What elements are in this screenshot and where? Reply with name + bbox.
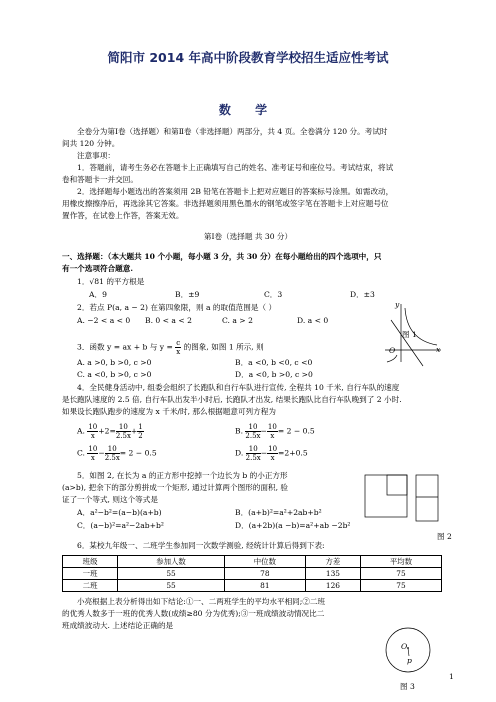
q3-frac-den: x — [176, 348, 181, 356]
q5-option-a: A．a²−b²=(a−b)(a+b) — [77, 508, 162, 517]
q4-option-d — [235, 445, 308, 462]
table-cell: 78 — [224, 568, 305, 580]
q4-option-b — [235, 423, 315, 440]
q4-b-frac-1 — [245, 423, 260, 440]
q4-a-op: +2= — [98, 426, 116, 436]
q4-a-plus: + — [130, 426, 138, 436]
intro-line-2: 间共 120 分钟。 — [62, 139, 120, 148]
table-header: 方差 — [305, 556, 360, 568]
q4-option-a — [77, 423, 144, 440]
q4-c-rhs: = 2 − 0.5 — [119, 448, 157, 458]
q4-d-frac-1 — [246, 445, 261, 462]
frac-num: 10 — [246, 445, 261, 454]
figure-1-y-label: y — [395, 300, 400, 309]
q4-line-3: 如果设长跑队跑步的速度为 x 千米/时, 那么根据题意可列方程为 — [62, 407, 276, 416]
score-table — [62, 555, 442, 592]
frac-den: x — [90, 432, 95, 440]
q4-b-minus: − — [260, 426, 267, 436]
q5-option-c: C．(a−b)²=a²−2ab+b² — [77, 521, 164, 530]
frac-den: 2 — [138, 432, 143, 440]
q4-line-1: 4．全民健身活动中, 组委会组织了长跑队和自行车队进行宣传, 全程共 10 千米, 自行车队的速度 — [77, 383, 400, 392]
frac-num: 10 — [267, 423, 277, 431]
table-header-row — [63, 556, 442, 568]
q4-d-frac-2 — [267, 445, 278, 462]
figure-3-label: 图 3 — [400, 682, 415, 691]
q6-after-2: 的优秀人数多于一班的优秀人数(成绩≥80 分为优秀);③一班成绩波动情况比二 — [62, 609, 325, 618]
q6-stem: 6．某校九年级一、二班学生参加同一次数学测验, 经统计计算后得到下表: — [77, 541, 325, 550]
frac-num: 10 — [116, 423, 131, 432]
figure-2-squares — [364, 473, 460, 525]
figure-1-x-label: x — [436, 345, 441, 354]
q1-option-a: A．9 — [89, 290, 107, 299]
q2-option-a: A. −2 < a < 0 — [77, 316, 131, 325]
q1-stem: 1．√81 的平方根是 — [77, 277, 145, 286]
frac-den: 2.5x — [115, 432, 131, 440]
q4-a-frac-1 — [87, 423, 98, 440]
frac-den: x — [90, 454, 95, 462]
table-header: 中位数 — [224, 556, 305, 568]
frac-num: 10 — [88, 445, 98, 453]
table-row — [63, 580, 442, 592]
q4-b-frac-2 — [267, 423, 278, 440]
notice-2c: 置作答，在试卷上作答，答案无效。 — [62, 211, 184, 220]
q4-a-frac-3 — [137, 423, 143, 440]
q4-option-b-label: B. — [235, 426, 243, 436]
table-cell: 135 — [305, 568, 360, 580]
frac-den: 2.5x — [245, 432, 261, 440]
table-header: 班级 — [63, 556, 118, 568]
q6-after-1: 小亮根据上表分析得出如下结论:①一、二两班学生的平均水平相同;②二班 — [77, 597, 326, 606]
section-heading: 第Ⅰ卷（选择题 共 30 分） — [203, 232, 293, 241]
frac-den: 2.5x — [104, 454, 120, 462]
q3-option-d: D．a <0, b >0, c >0 — [235, 370, 313, 379]
q5-line-3: 证了一个等式, 则这个等式是 — [62, 495, 158, 504]
notice-2a: 2．选择题每小题选出的答案须用 2B 铅笔在答题卡上把对应题目的答案标号涂黑。如需改动， — [77, 187, 394, 196]
q1-option-d: D．±3 — [350, 290, 375, 299]
notice-2b: 用橡皮擦擦净后，再选涂其它答案。非选择题须用黑色墨水的钢笔或签字笔在答题卡上对应题号位 — [62, 199, 389, 208]
q4-c-frac-2 — [105, 445, 120, 462]
q4-line-2: 是长跑队速度的 2.5 倍, 自行车队出发半小时后, 长跑队才出发, 结果长跑队比自行车队晚到了 2 小时. — [62, 395, 402, 404]
q1-option-c: C．3 — [264, 290, 283, 299]
notice-heading: 注意事项： — [77, 151, 115, 160]
figure-3-circle — [383, 622, 433, 678]
frac-num: 1 — [138, 423, 143, 431]
q3-option-a: A. a >0, b >0, c >0 — [77, 358, 152, 367]
table-header: 参加人数 — [118, 556, 225, 568]
q3-option-c: C. a <0, b >0, c >0 — [77, 370, 152, 379]
q5-line-1: 5．如图 2, 在长为 a 的正方形中挖掉一个边长为 b 的小正方形 — [77, 471, 288, 480]
table-cell: 二班 — [63, 580, 118, 592]
table-cell: 81 — [224, 580, 305, 592]
q6-after-3: 班成绩波动大. 上述结论正确的是 — [62, 621, 174, 630]
frac-den: 2.5x — [245, 454, 261, 462]
figure-2-label: 图 2 — [437, 532, 452, 541]
figure-3-center-label: O — [401, 642, 408, 651]
table-cell: 75 — [361, 568, 442, 580]
q4-c-frac-1 — [87, 445, 98, 462]
q2-option-d: D. a < 0 — [297, 316, 329, 325]
figure-1-label: 图 1 — [402, 330, 417, 339]
notice-1a: 1．答题前，请考生务必在答题卡上正确填写自己的姓名、准考证号和座位号。考试结束，将试 — [77, 163, 394, 172]
intro-line-1: 全卷分为第Ⅰ卷（选择题）和第Ⅱ卷（非选择题）两部分，共 4 页。全卷满分 120 分。考试时 — [77, 127, 388, 136]
page-number: 1 — [449, 672, 454, 681]
q2-option-c: C. a > 2 — [222, 316, 253, 325]
frac-num: 10 — [105, 445, 120, 454]
frac-den: x — [270, 454, 275, 462]
q4-option-d-label: D. — [235, 448, 244, 458]
part-one-line-1: 一、选择题：（本大题共 10 个小题，每小题 3 分，共 30 分）在每小题给出的四个选项中，只 — [62, 252, 382, 261]
q1-option-b: B．±9 — [175, 290, 200, 299]
q3-stem-a: 3．函数 y = ax + b 与 y = — [77, 342, 173, 352]
q5-option-b: B．(a+b)²=a²+2ab+b² — [235, 508, 322, 517]
frac-num: 10 — [88, 423, 98, 431]
q4-b-rhs: = 2 − 0.5 — [277, 426, 315, 436]
notice-1b: 卷和答题卡一并交回。 — [62, 175, 138, 184]
q4-a-frac-2 — [116, 423, 131, 440]
subject-title: 数 学 — [218, 103, 278, 117]
frac-num: 10 — [245, 423, 260, 432]
q2-stem: 2．若点 P(a, a − 2) 在第四象限，则 a 的取值范围是（ ） — [77, 303, 277, 312]
table-row — [63, 568, 442, 580]
table-cell: 一班 — [63, 568, 118, 580]
q3-fraction — [175, 339, 181, 356]
table-cell: 55 — [118, 580, 225, 592]
q2-option-b: B. 0 < a < 2 — [145, 316, 192, 325]
figure-1-origin: O — [389, 346, 396, 355]
q3-frac-num: c — [176, 339, 181, 347]
q5-option-d: D．(a+2b)(a −b)=a²+ab −2b² — [235, 521, 351, 530]
table-cell: 55 — [118, 568, 225, 580]
q4-option-a-label: A. — [77, 426, 85, 436]
table-header: 平均数 — [361, 556, 442, 568]
q3-option-b: B．a <0, b <0, c <0 — [235, 358, 313, 367]
q4-option-c-label: C. — [77, 448, 85, 458]
q5-line-2: (a>b), 把余下的部分剪拼成一个矩形, 通过计算两个图形的面积, 验 — [62, 483, 288, 492]
q4-d-minus: − — [260, 448, 268, 458]
figure-3-point-label: p — [407, 656, 412, 665]
q4-d-rhs: =2+0.5 — [278, 448, 308, 458]
exam-title: 简阳市 2014 年高中阶段教育学校招生适应性考试 — [107, 50, 389, 65]
part-one-line-2: 有一个选项符合题意. — [62, 264, 133, 273]
q3-stem-b: 的图象, 如图 1 所示, 则 — [183, 342, 264, 352]
q4-option-c — [77, 445, 157, 462]
frac-num: 10 — [268, 445, 278, 453]
q4-c-minus: − — [98, 448, 105, 458]
table-cell: 126 — [305, 580, 360, 592]
frac-den: x — [270, 432, 275, 440]
table-cell: 75 — [361, 580, 442, 592]
q3-stem — [77, 339, 264, 356]
